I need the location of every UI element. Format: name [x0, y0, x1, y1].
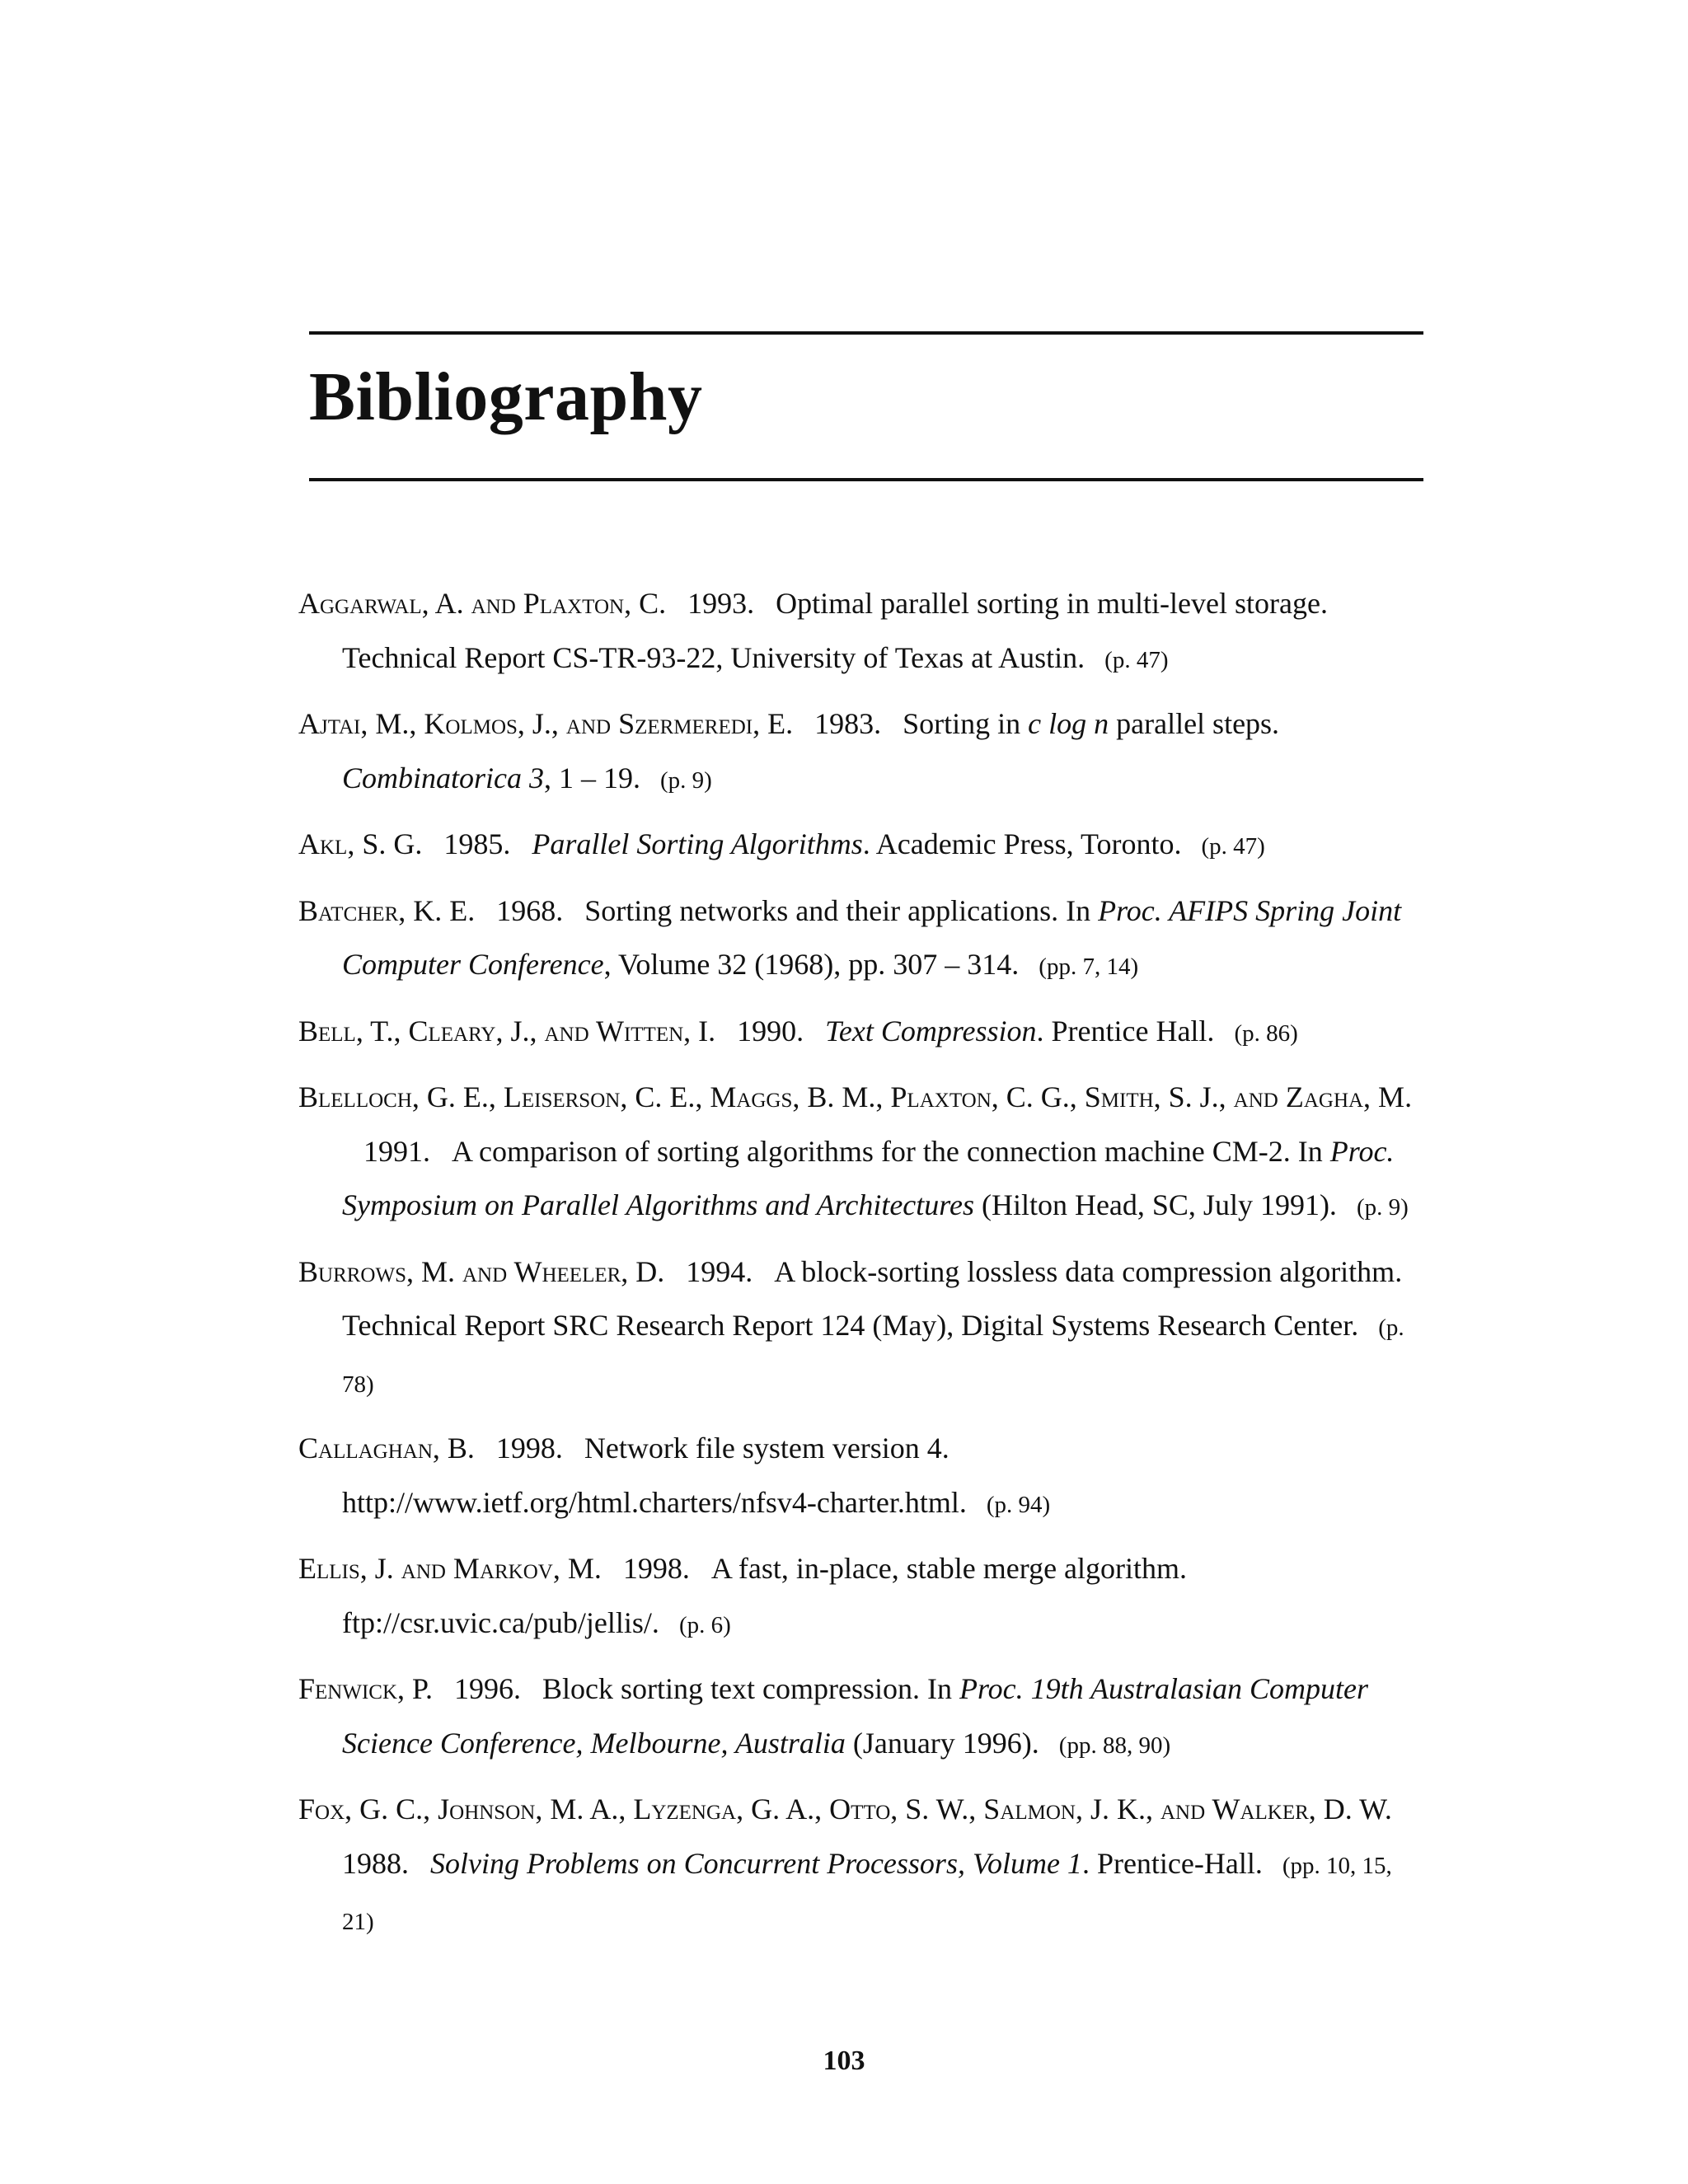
entry-details: (January 1996).: [852, 1726, 1039, 1760]
bib-entry: [298, 818, 1426, 874]
entry-year: 1996.: [454, 1672, 522, 1705]
entry-details: . Prentice Hall.: [1036, 1014, 1215, 1047]
entry-details: Technical Report CS-TR-93-22, University of Texas at Austin.: [342, 640, 1085, 674]
entry-details: . Prentice-Hall.: [1081, 1846, 1263, 1880]
entry-title: Block sorting text compression. In: [542, 1672, 952, 1705]
entry-title: Solving Problems on Concurrent Processors, Volume 1: [430, 1846, 1082, 1880]
entry-venue: Proc. Symposium on Parallel Algorithms and Architectures: [342, 1134, 1395, 1221]
entry-title: Parallel Sorting Algorithms: [532, 827, 863, 860]
entry-year: 1998.: [495, 1432, 563, 1465]
entry-authors: Ellis, J. and Markov, M.: [298, 1552, 602, 1585]
entry-title-post: parallel steps.: [1116, 707, 1280, 740]
entry-year: 1985.: [443, 827, 511, 860]
entry-year: 1968.: [496, 893, 564, 927]
entry-authors: Burrows, M. and Wheeler, D.: [298, 1254, 665, 1288]
entry-pages: (p. 94): [986, 1491, 1051, 1518]
entry-title: Optimal parallel sorting in multi-level storage.: [776, 587, 1328, 620]
entry-venue: Proc. 19th Australasian Computer Science Conference, Melbourne, Australia: [342, 1672, 1368, 1760]
bib-entry: [298, 577, 1426, 687]
entry-url: http://www.ietf.org/html.charters/nfsv4-charter.html.: [342, 1485, 967, 1519]
entry-title: Text Compression: [825, 1014, 1037, 1047]
entry-authors: Fox, G. C., Johnson, M. A., Lyzenga, G. A., Otto, S. W., Salmon, J. K., and Walker, D. W.: [298, 1793, 1392, 1825]
bib-entry: [298, 884, 1426, 995]
entry-pages: (p. 9): [660, 766, 712, 794]
entry-year: 1988.: [342, 1846, 409, 1880]
entry-title-pre: Sorting in: [903, 707, 1021, 740]
entry-pages: (p. 78): [342, 1315, 1404, 1398]
heading-rule-bottom: [309, 478, 1423, 481]
entry-pages: (pp. 10, 15, 21): [342, 1852, 1392, 1935]
entry-title: A fast, in-place, stable merge algorithm.: [710, 1552, 1188, 1585]
entry-year: 1990.: [737, 1014, 804, 1047]
entry-title: Sorting networks and their applications. In: [584, 893, 1091, 927]
bib-entry: [298, 1542, 1426, 1652]
entry-authors: Ajtai, M., Kolmos, J., and Szermeredi, E.: [298, 707, 794, 740]
entry-year: 1991.: [363, 1134, 430, 1168]
heading-rule-top: [309, 331, 1423, 335]
entry-details: (Hilton Head, SC, July 1991).: [981, 1188, 1337, 1221]
entry-details: , Volume 32 (1968), pp. 307 – 314.: [603, 948, 1020, 981]
bib-entry: [298, 1245, 1426, 1413]
entry-authors: Akl, S. G.: [298, 827, 423, 860]
entry-venue: Proc. AFIPS Spring Joint Computer Conference: [342, 893, 1402, 981]
entry-authors: Callaghan, B.: [298, 1432, 475, 1465]
entry-year: 1983.: [814, 707, 882, 740]
entry-url: ftp://csr.uvic.ca/pub/jellis/.: [342, 1605, 659, 1639]
page-number: 103: [823, 2046, 865, 2076]
entry-pages: (p. 47): [1201, 833, 1265, 860]
entry-pages: (p. 6): [678, 1611, 731, 1638]
entry-year: 1993.: [687, 587, 755, 620]
bib-entry: [298, 1662, 1426, 1773]
bib-entry: [298, 1783, 1426, 1950]
entry-authors: Bell, T., Cleary, J., and Witten, I.: [298, 1014, 716, 1047]
entry-details: Technical Report SRC Research Report 124 (May), Digital Systems Research Center.: [342, 1309, 1359, 1342]
entry-year: 1998.: [622, 1552, 690, 1585]
bib-entry: [298, 697, 1426, 808]
entry-title: A block-sorting lossless data compression algorithm.: [774, 1254, 1403, 1288]
entry-authors: Fenwick, P.: [298, 1672, 434, 1705]
bib-entry: [298, 1071, 1426, 1235]
entry-authors: Blelloch, G. E., Leiserson, C. E., Maggs, B. M., Plaxton, C. G., Smith, S. J., and Zagha, M.: [298, 1080, 1413, 1113]
entry-authors: Aggarwal, A. and Plaxton, C.: [298, 587, 667, 620]
entry-pages: (p. 47): [1104, 646, 1169, 673]
entry-year: 1994.: [686, 1254, 753, 1288]
bib-entry: [298, 1005, 1426, 1062]
entry-pages: (pp. 7, 14): [1039, 954, 1139, 980]
entry-pages: (p. 9): [1356, 1194, 1409, 1221]
bibliography-list: [298, 577, 1426, 1960]
entry-title: Network file system version 4.: [584, 1432, 950, 1465]
entry-title: A comparison of sorting algorithms for the connection machine CM-2. In: [452, 1134, 1323, 1168]
page-title: Bibliography: [309, 359, 703, 435]
entry-venue: Combinatorica 3: [342, 761, 545, 794]
entry-pages: (pp. 88, 90): [1058, 1732, 1171, 1759]
bib-entry: [298, 1422, 1426, 1532]
entry-authors: Batcher, K. E.: [298, 893, 476, 927]
entry-title-math: c log n: [1028, 707, 1109, 740]
entry-details: . Academic Press, Toronto.: [862, 827, 1182, 860]
entry-details: , 1 – 19.: [544, 761, 641, 794]
entry-pages: (p. 86): [1234, 1019, 1298, 1047]
